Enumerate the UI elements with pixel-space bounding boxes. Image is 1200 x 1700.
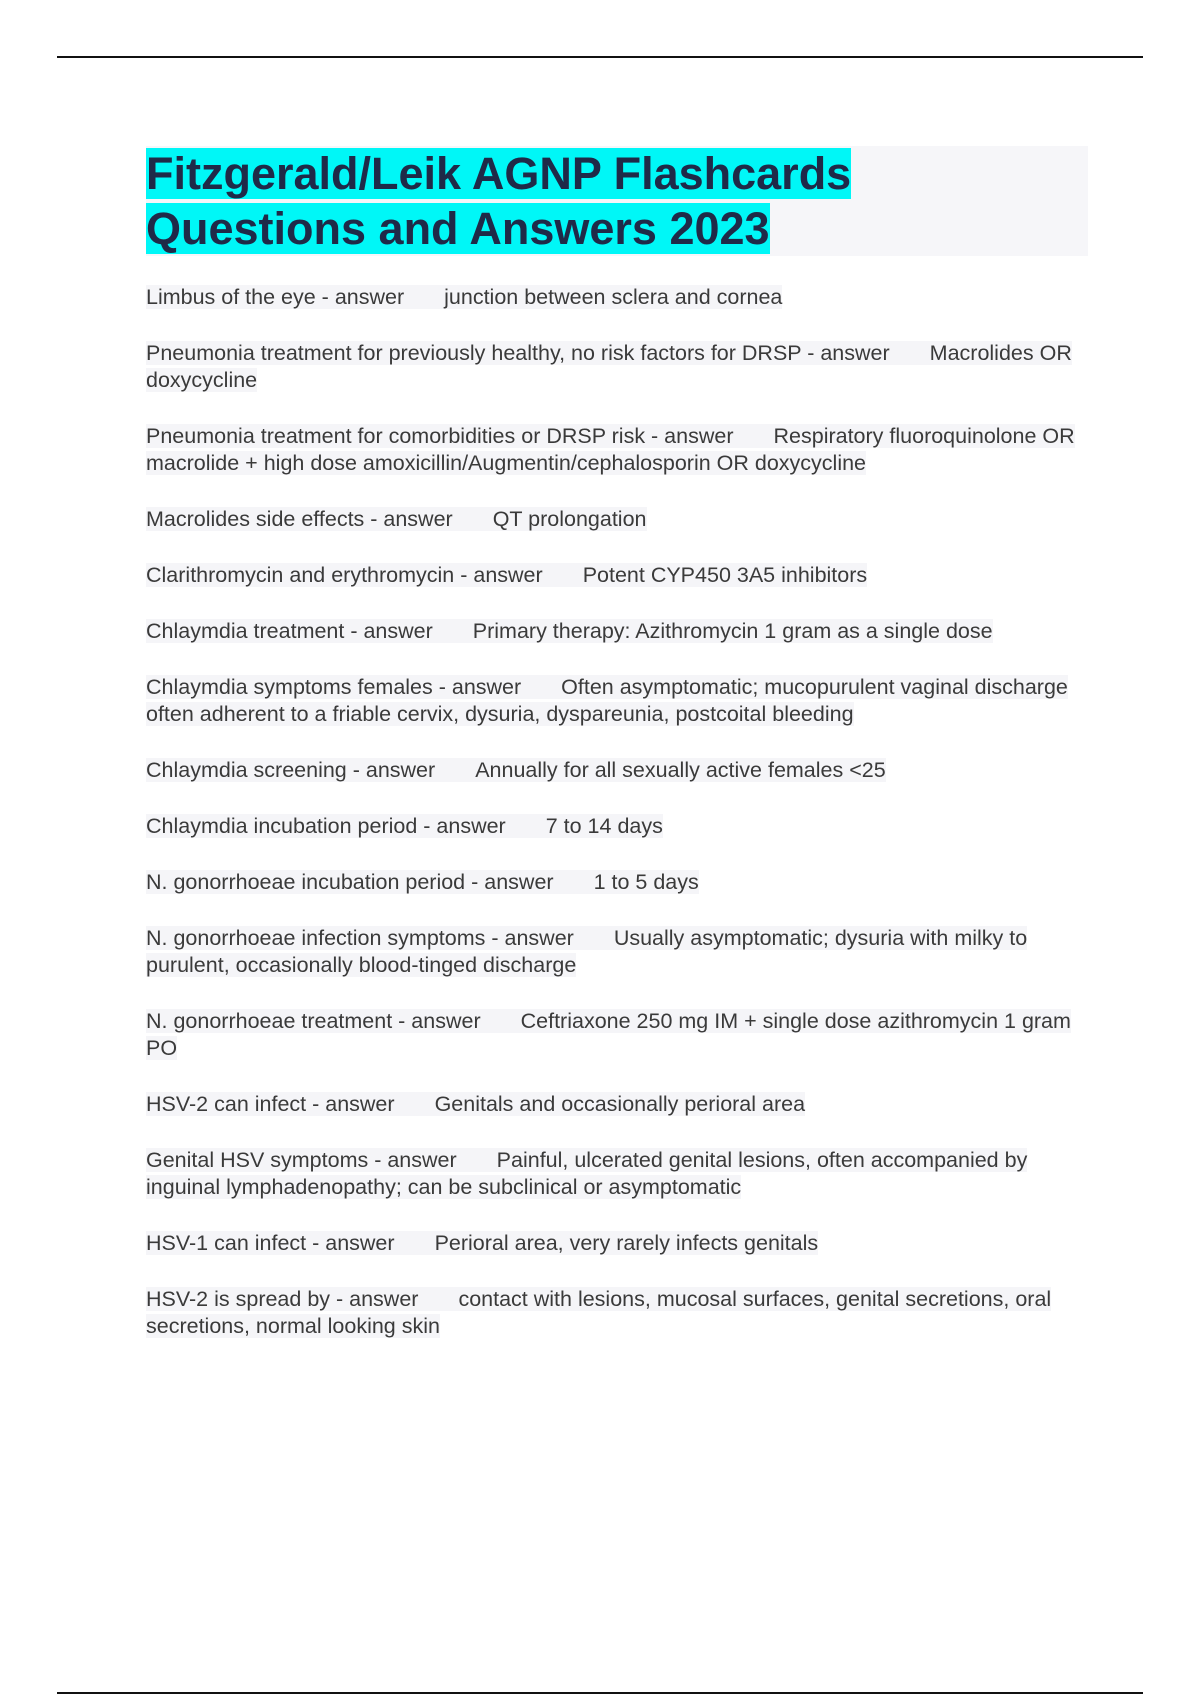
header-rule — [57, 56, 1143, 58]
flashcard-question: HSV-2 can infect - answer — [146, 1092, 395, 1116]
flashcard-entry — [146, 925, 1086, 979]
flashcard-question: Pneumonia treatment for previously healthy, no risk factors for DRSP - answer — [146, 341, 890, 365]
flashcard-entry — [146, 562, 1086, 589]
flashcard-entry — [146, 340, 1086, 394]
flashcard-question: Clarithromycin and erythromycin - answer — [146, 563, 543, 587]
flashcard-answer: Perioral area, very rarely infects genitals — [434, 1231, 819, 1255]
flashcard-answer: Primary therapy: Azithromycin 1 gram as a single dose — [472, 619, 993, 643]
flashcard-entry — [146, 618, 1086, 645]
flashcard-entry — [146, 423, 1086, 477]
flashcard-question: N. gonorrhoeae treatment - answer — [146, 1009, 481, 1033]
flashcard-question: Chlaymdia treatment - answer — [146, 619, 433, 643]
flashcard-entry — [146, 813, 1086, 840]
flashcard-question: Pneumonia treatment for comorbidities or DRSP risk - answer — [146, 424, 734, 448]
flashcard-answer: 7 to 14 days — [545, 814, 663, 838]
flashcard-answer: Usually asymptomatic; dysuria with milky to purulent, occasionally blood-tinged discharge — [146, 926, 1028, 977]
flashcard-entry — [146, 757, 1086, 784]
flashcard-answer: Genitals and occasionally perioral area — [434, 1092, 806, 1116]
footer-rule — [57, 1692, 1143, 1694]
flashcard-entry — [146, 869, 1086, 896]
flashcard-entry — [146, 506, 1086, 533]
flashcard-answer: QT prolongation — [492, 507, 647, 531]
flashcard-answer: Painful, ulcerated genital lesions, often accompanied by inguinal lymphadenopathy; can be subclinical or asymptomatic — [146, 1148, 1028, 1199]
flashcard-answer: Often asymptomatic; mucopurulent vaginal discharge often adherent to a friable cervix, dysuria, dyspareunia, postcoital bleeding — [146, 675, 1068, 726]
flashcard-question: Macrolides side effects - answer — [146, 507, 453, 531]
flashcard-question: HSV-2 is spread by - answer — [146, 1287, 419, 1311]
flashcard-question: Chlaymdia symptoms females - answer — [146, 675, 522, 699]
title-line-1: Fitzgerald/Leik AGNP Flashcards — [146, 148, 852, 199]
flashcard-entry — [146, 1091, 1086, 1118]
flashcard-question: Genital HSV symptoms - answer — [146, 1148, 457, 1172]
flashcard-list — [146, 284, 1086, 1369]
flashcard-entry — [146, 1147, 1086, 1201]
flashcard-question: Chlaymdia incubation period - answer — [146, 814, 506, 838]
flashcard-question: HSV-1 can infect - answer — [146, 1231, 395, 1255]
flashcard-answer: Potent CYP450 3A5 inhibitors — [582, 563, 868, 587]
flashcard-answer: junction between sclera and cornea — [444, 285, 783, 309]
flashcard-answer: Macrolides OR doxycycline — [146, 341, 1072, 392]
flashcard-question: Chlaymdia screening - answer — [146, 758, 436, 782]
flashcard-entry — [146, 284, 1086, 311]
flashcard-entry — [146, 1230, 1086, 1257]
flashcard-answer: 1 to 5 days — [593, 870, 699, 894]
title-line-2: Questions and Answers 2023 — [146, 203, 770, 254]
flashcard-question: N. gonorrhoeae infection symptoms - answer — [146, 926, 574, 950]
flashcard-question: N. gonorrhoeae incubation period - answer — [146, 870, 554, 894]
flashcard-entry — [146, 1286, 1086, 1340]
flashcard-answer: contact with lesions, mucosal surfaces, genital secretions, oral secretions, normal looking skin — [146, 1287, 1052, 1338]
document-title — [146, 146, 1088, 256]
flashcard-entry — [146, 1008, 1086, 1062]
flashcard-answer: Annually for all sexually active females <25 — [475, 758, 886, 782]
flashcard-question: Limbus of the eye - answer — [146, 285, 405, 309]
flashcard-entry — [146, 674, 1086, 728]
flashcard-answer: Respiratory fluoroquinolone OR macrolide + high dose amoxicillin/Augmentin/cephalosporin OR doxycycline — [146, 424, 1075, 475]
flashcard-answer: Ceftriaxone 250 mg IM + single dose azithromycin 1 gram PO — [146, 1009, 1071, 1060]
